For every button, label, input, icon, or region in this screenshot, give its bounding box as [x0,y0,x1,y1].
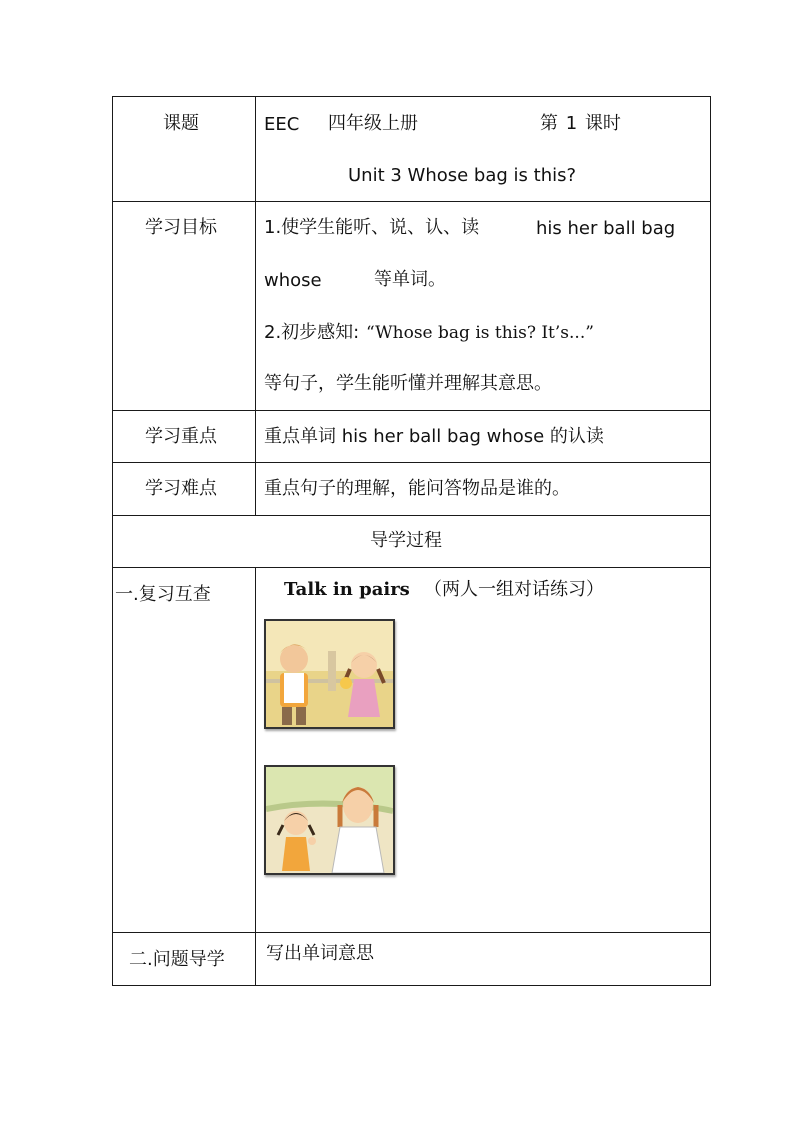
table-row-line-5 [112,567,711,568]
table-row-line-3 [112,462,711,463]
illustration-girl-and-woman-art [266,767,393,873]
row-label-questions: 二.问题导学 [129,949,225,970]
row-label-topic: 课题 [163,113,199,134]
objective-line3-cn: 2.初步感知: [264,322,360,343]
illustration-boy-and-girl [264,619,395,729]
row-label-review: 一.复习互查 [115,584,211,605]
table-row-line-2 [112,410,711,411]
row-label-objectives: 学习目标 [145,217,217,238]
objective-line2-cn: 等单词。 [374,269,446,290]
talk-in-pairs-title: Talk in pairs [284,579,410,600]
illustration-boy-and-girl-art [266,621,393,727]
unit-title: Unit 3 Whose bag is this? [348,165,577,186]
table-border-left [112,96,113,986]
table-divider-col-top [255,96,256,516]
grade-text: 四年级上册 [328,113,418,134]
table-divider-col-bottom [255,567,256,986]
objective-line1-words: his her ball bag [536,218,676,239]
key-points-text: 重点单词 his her ball bag whose 的认读 [264,426,604,447]
row-label-key-points: 学习重点 [145,426,217,447]
table-border-top [112,96,711,97]
talk-in-pairs-note: （两人一组对话练习） [424,579,604,600]
table-row-line-6 [112,932,711,933]
row-label-difficulties: 学习难点 [145,478,217,499]
table-border-bottom [112,985,711,986]
difficulties-text: 重点句子的理解，能问答物品是谁的。 [264,478,570,499]
objective-line1-cn: 1.使学生能听、说、认、读 [264,217,480,238]
table-row-line-1 [112,201,711,202]
objective-line3-sentence: “Whose bag is this? It’s...” [366,323,594,343]
table-row-line-4 [112,515,711,516]
objective-line2-word: whose [264,270,322,291]
lesson-text: 第 1 课时 [540,113,621,134]
objective-line4-cn: 等句子，学生能听懂并理解其意思。 [264,373,552,394]
guided-process-header: 导学过程 [370,530,442,551]
illustration-girl-and-woman [264,765,395,875]
write-word-meaning-text: 写出单词意思 [266,943,374,964]
publisher-text: EEC [264,114,300,135]
table-border-right [710,96,711,986]
